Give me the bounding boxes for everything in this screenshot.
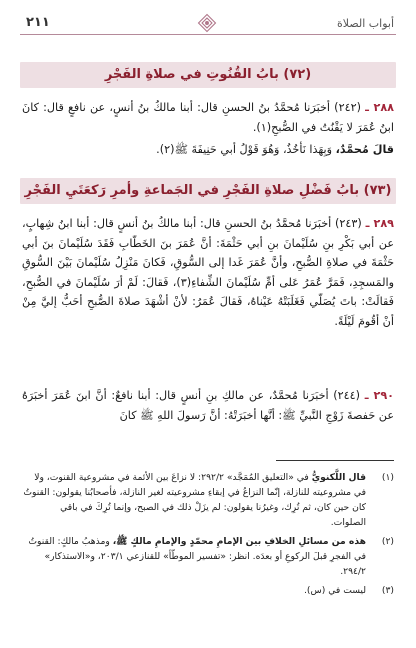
muhammad-statement [22, 140, 394, 160]
hadith-number: ٢٩٠ ـ [364, 389, 395, 402]
hadith-text: (٢٤٤) أخبَرَنا مُحمَّدٌ، عن مالكِ بنِ أنسٍ قال: أبنا نافعٌ: أنَّ ابنَ عُمَرَ أخبَرَهُ عن حَفصةَ زَوْجِ النَّبيِّ ﷺ: أنَّها أخبَرَتْهُ: أنَّ رَسولَ اللهِ ﷺ كانَ [22, 389, 394, 422]
footnote-number: (٣) [381, 585, 394, 596]
chapter-heading-72: (٧٢) بابُ القُنُوتِ في صلاةِ الفَجْرِ [20, 62, 396, 88]
footnote-3 [22, 583, 394, 598]
hadith-text: (٢٤٢) أخبَرَنا مُحمَّدُ بنُ الحسنِ قال: أبنا مالكُ بنُ أنسٍ، عن نافعٍ قال: كانَ ابنُ عُمَرَ لا يَقْنُتُ في الصُّبحِ(١). [22, 101, 394, 134]
footnote-1 [22, 470, 394, 530]
footnote-text: في «التعليق المُمَجَّد» ٢٩٢/٢: لا نزاعَ بين الأئمة في مشروعية القنوت، ولا في مشروعيته للنازلة، إنّما النزاعُ في إبقاءِ مشروعيته لغير النازلة، فأصحابُنا يقولون: القنوتُ كان حين كان، ثم تُرِك، وغيرُنا يقولون: لم يزَلْ ذلك في الصبح، وإنما تُرِكَ في باقي الصلوات. [23, 472, 366, 528]
chapter-heading-73: (٧٣) بابُ فَضْلِ صلاةِ الفَجْرِ في الجَماعةِ وأمرِ رَكعَتَيِ الفَجْرِ [20, 178, 396, 204]
hadith-288 [22, 98, 394, 137]
hadith-number: ٢٨٨ ـ [365, 101, 395, 114]
floral-ornament-icon [196, 12, 218, 34]
statement-lead: قالَ مُحمَّدٌ، [335, 143, 394, 156]
footnote-lead: قال اللَّكنويُّ [311, 472, 366, 483]
hadith-text: (٢٤٣) أخبَرَنا مُحمَّدُ بنُ الحسنِ قال: أبنا مالكُ بنُ أنسٍ قال: أبنا ابنُ شِهابٍ، عن أبي بَكْرِ بنِ سُلَيْمانَ بنِ أبي حَثْمَةَ: أنَّ عُمَرَ بنَ الخَطّابِ فَقَدَ سُلَيْمانَ بنَ أبي حَثْمَةَ في صلاةِ الصُّبحِ، وأنَّ عُمَرَ غَدا إلى السُّوقِ، فَكانَ مَنْزِلُ سُلَيْمانَ بَيْنَ السُّوقِ والمَسجِدِ، فَمَرَّ عُمَرُ عَلى أمِّ سُلَيْمانَ الشِّفاءِ(٣)، فَقالَ: لَمْ أرَ سُلَيْمانَ في الصُّبحِ، فَقالَتْ: باتَ يُصَلّي فَغَلَبَتْهُ عَيْناهُ، فَقالَ عُمَرُ: لأنْ أشْهَدَ صلاةَ الصُّبحِ أحَبُّ إليَّ مِنْ أنْ أقُومَ لَيْلَةً. [22, 217, 394, 328]
footnote-text: ومذهبُ مالكٍ: القنوتُ في الفجرِ قبلَ الركوعِ أو بعدَه. انظر: «تفسير الموطّأ» للقنازعي ٢٠٣/١، و«الاستذكار» ٢٩٤/٢. [28, 536, 366, 577]
hadith-289 [22, 214, 394, 331]
running-title: أبواب الصلاة [337, 17, 394, 30]
footnote-lead: هذه من مسائلِ الخلافِ بين الإمامِ محمّدٍ والإمامِ مالكٍ ﷺ، [112, 536, 366, 547]
header-rule [20, 34, 396, 35]
footnote-separator [276, 460, 394, 461]
footnote-text: ليست في (س). [304, 585, 366, 596]
page-number: ٢١١ [26, 15, 50, 30]
footnotes [22, 470, 394, 602]
footnote-number: (٢) [381, 536, 394, 547]
page-header [0, 0, 416, 44]
statement-text: وَبِهَذا نَأخُذُ، وَهُوَ قَوْلُ أبي حَنِيفَةَ ﷺ(٢). [156, 143, 333, 156]
hadith-number: ٢٨٩ ـ [365, 217, 395, 230]
footnote-number: (١) [381, 472, 394, 483]
footnote-2 [22, 534, 394, 579]
hadith-290 [22, 386, 394, 425]
